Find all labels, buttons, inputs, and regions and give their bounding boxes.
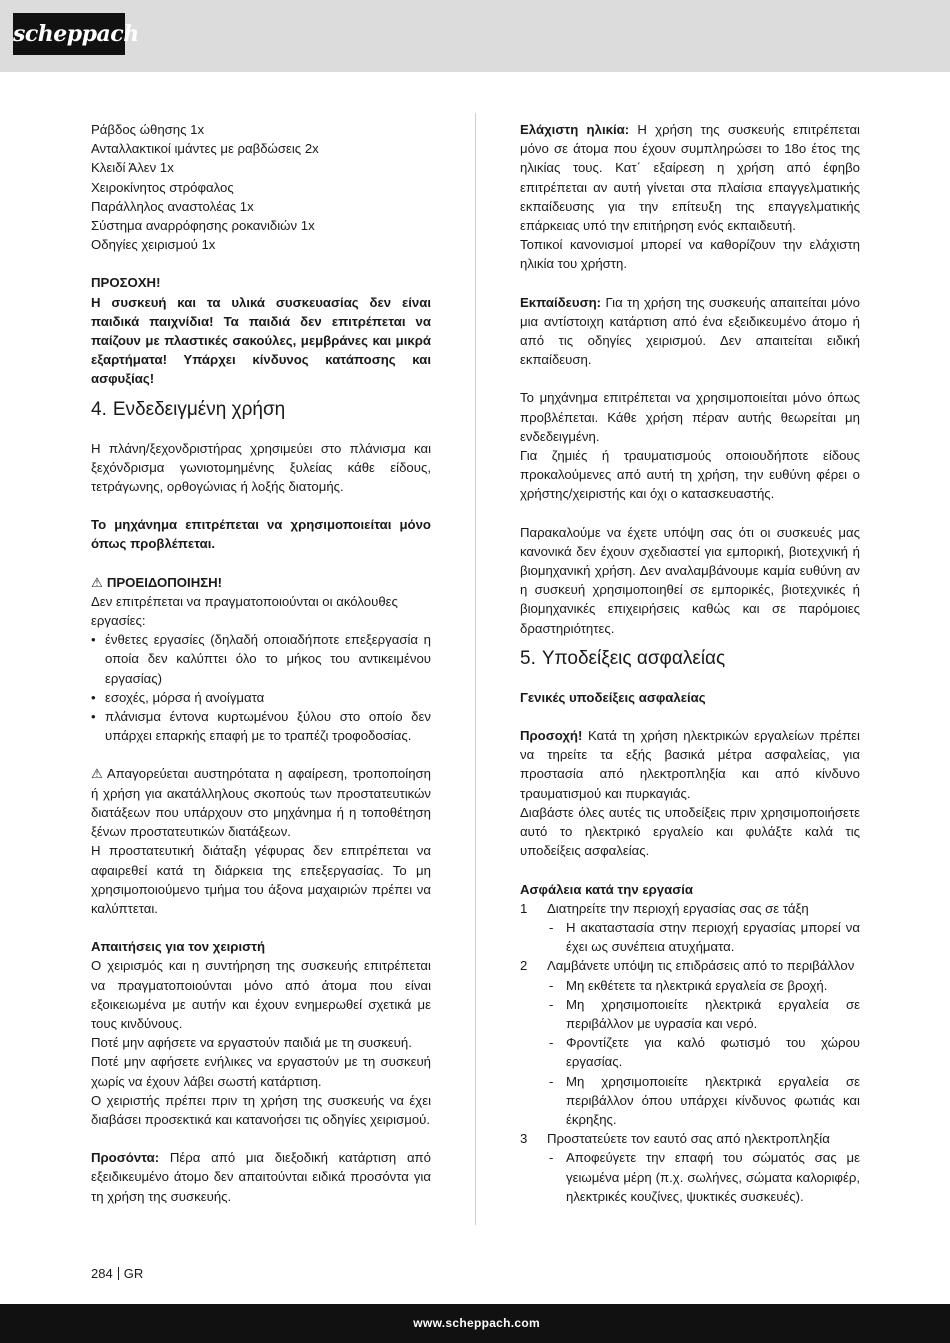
list-item: Ράβδος ώθησης 1x: [91, 122, 205, 137]
local-regulations-paragraph: Τοπικοί κανονισμοί μπορεί να καθορίζουν την ελάχιστη ηλικία του χρήστη.: [520, 237, 860, 272]
dash-item: - Μη χρησιμοποιείτε ηλεκτρικά εργαλεία σε περιβάλλον όπου υπάρχει κίνδυνος φωτιάς και έκρηξης.: [549, 1073, 860, 1127]
operator-paragraph: Ο χειρισμός και η συντήρηση της συσκευής επιτρέπεται να πραγματοποιούνται μόνο από άτομα που είναι εξοικειωμένα με αυτήν και έχουν ενημερωθεί σχετικά με τους κινδύνους.: [91, 958, 431, 1031]
dash-item: - Φροντίζετε για καλό φωτισμό του χώρου εργασίας.: [549, 1035, 860, 1070]
section-5-heading: 5. Υποδείξεις ασφαλείας: [520, 647, 726, 669]
training-paragraph: Εκπαίδευση: Για τη χρήση της συσκευής απαιτείται μόνο μια αντίστοιχη κατάρτιση από ένα εξειδικευμένο άτομο ή από τις οδηγίες χειρισμού. Δεν απαιτείται ειδική εκπαίδευση.: [520, 294, 860, 368]
list-item: Σύστημα αναρρόφησης ροκανιδιών 1x: [91, 218, 315, 234]
dash-item: - Μη χρησιμοποιείτε ηλεκτρικά εργαλεία σε περιβάλλον με υγρασία και νερό.: [549, 996, 860, 1031]
commercial-use-paragraph: Παρακαλούμε να έχετε υπόψη σας ότι οι συσκευές μας κανονικά δεν έχουν σχεδιαστεί για εμπορική, βιοτεχνική ή βιομηχανική χρήση. Δεν αναλαμβάνουμε καμία ευθύνη αν η συσκευή χρησιμοποιηθεί σε εμπορικές, βιοτεχνικές ή βιομηχανικές επιχειρήσεις καθώς και σε παρόμοιες δραστηριότητες.: [520, 524, 860, 636]
read-instructions-paragraph: Διαβάστε όλες αυτές τις υποδείξεις πριν χρησιμοποιήσετε αυτό το ηλεκτρικό εργαλείο και φυλάξτε καλά τις υποδείξεις ασφαλείας.: [520, 804, 860, 859]
list-item: Παράλληλος αναστολέας 1x: [91, 198, 254, 214]
minimum-age-paragraph: Ελάχιστη ηλικία: Η χρήση της συσκευής επιτρέπεται μόνο σε άτομα που έχουν συμπληρώσει το 18ο έτος της ηλικίας τους. Κατ΄ εξαίρεση η χρήση από έφηβο επιτρέπεται αν αυτή γίνεται στα πλαίσια επαγγελματικής εκπαίδευσης για την επίτευξη της επαγγελματικής επάρκειας υπό την επιτήρηση ενός εκπαιδευτή.: [520, 122, 860, 234]
use-paragraph: Για ζημιές ή τραυματισμούς οποιουδήποτε είδους προκαλούμενες από αυτή τη χρήση, την ευθύνη φέρει ο χρήστης/χειριστής και όχι ο κατασκευαστής.: [520, 448, 860, 502]
qualifications-paragraph: Προσόντα: Πέρα από μια διεξοδική κατάρτιση από εξειδικευμένο άτομο δεν απαιτούνται ειδικά προσόντα για τη χρήση της συσκευής.: [91, 1150, 431, 1204]
numbered-item: 3 Προστατεύετε τον εαυτό σας από ηλεκτροπληξία: [520, 1131, 830, 1147]
right-column: [520, 120, 860, 1206]
prohibit-paragraph: ⚠ Απαγορεύεται αυστηρότατα η αφαίρεση, τροποποίηση ή χρήση για ακατάλληλους σκοπούς των προστατευτικών διατάξεων που υπάρχουν στο μηχάνημα ή η τοποθέτηση ξένων προστατευτικών διατάξεων.: [91, 766, 431, 840]
page-number: 284 GR: [91, 1266, 144, 1281]
operator-paragraph: Ποτέ μην αφήσετε ενήλικες να εργαστούν με τη συσκευή χωρίς να έχουν λάβει σωστή κατάρτιση.: [91, 1054, 431, 1089]
warning-bullet: • εσοχές, μόρσα ή ανοίγματα: [91, 688, 431, 707]
section-4-heading: 4. Ενδεδειγμένη χρήση: [91, 398, 286, 420]
warning-icon: ⚠: [91, 766, 103, 782]
column-divider: [475, 113, 476, 1225]
scope-of-delivery-list: [91, 120, 431, 254]
warning-intro: Δεν επιτρέπεται να πραγματοποιούνται οι ακόλουθες εργασίες:: [91, 593, 398, 629]
dash-item: - Η ακαταστασία στην περιοχή εργασίας μπορεί να έχει ως συνέπεια ατυχήματα.: [549, 919, 860, 955]
warning-icon: ⚠: [91, 574, 103, 590]
caution-title: ΠΡΟΣΟΧΗ!: [91, 275, 161, 291]
intended-use-paragraph: Η πλάνη/ξεχονδριστήρας χρησιμεύει στο πλάνισμα και ξεχόνδρισμα γωνιοτομημένης ξυλείας κάθε είδους, τετράγωνης, ορθογώνιας ή λοξής διατομής.: [91, 440, 431, 495]
left-column: [91, 120, 431, 1206]
list-item: Ανταλλακτικοί ιμάντες με ραβδώσεις 2x: [91, 141, 319, 157]
dash-item: - Μη εκθέτετε τα ηλεκτρικά εργαλεία σε βροχή.: [549, 977, 828, 993]
page-header: [0, 0, 950, 72]
caution-text: Η συσκευή και τα υλικά συσκευασίας δεν είναι παιδικά παιχνίδια! Τα παιδιά δεν επιτρέπεται να παίζουν με πλαστικές σακούλες, μεμβράνες και μικρά εξαρτήματα! Υπάρχει κίνδυνος κατάποσης και ασφυξίας!: [91, 294, 431, 387]
dash-item: - Αποφεύγετε την επαφή του σώματός σας με γειωμένα μέρη (π.χ. σωλήνες, σώματα καλοριφέρ, ηλεκτρικές κουζίνες, ψυκτικές συσκευές).: [549, 1150, 860, 1204]
operator-paragraph: Ποτέ μην αφήσετε να εργαστούν παιδιά με τη συσκευή.: [91, 1035, 412, 1051]
use-paragraph: Το μηχάνημα επιτρέπεται να χρησιμοποιείται μόνο όπως προβλέπεται. Κάθε χρήση πέραν αυτής θεωρείται μη ενδεδειγμένη.: [520, 390, 860, 444]
operator-requirements-title: Απαιτήσεις για τον χειριστή: [91, 939, 266, 955]
numbered-item: 1 Διατηρείτε την περιοχή εργασίας σας σε τάξη: [520, 900, 809, 916]
list-item: Χειροκίνητος στρόφαλος: [91, 179, 234, 195]
website-link[interactable]: www.scheppach.com: [413, 1316, 540, 1330]
bridge-guard-paragraph: Η προστατευτική διάταξη γέφυρας δεν επιτρέπεται να αφαιρεθεί κατά τη διάρκεια της επεξεργασίας. Το μη χρησιμοποιούμενο τμήμα του άξονα μαχαιριών πρέπει να καλύπτεται.: [91, 843, 431, 916]
scheppach-logo: scheppach: [13, 13, 125, 55]
warning-bullet: • πλάνισμα έντονα κυρτωμένου ξύλου στο οποίο δεν υπάρχει επαρκής επαφή με το τραπέζι τροφοδοσίας.: [91, 707, 431, 745]
attention-paragraph: Προσοχή! Κατά τη χρήση ηλεκτρικών εργαλείων πρέπει να τηρείτε τα εξής βασικά μέτρα ασφαλείας, για προστασία από ηλεκτροπληξία και από κίνδυνο τραυματισμού και πυρκαγιάς.: [520, 728, 860, 801]
warning-title: ⚠ ΠΡΟΕΙΔΟΠΟΙΗΣΗ!: [91, 573, 431, 592]
operator-paragraph: Ο χειριστής πρέπει πριν τη χρήση της συσκευής να έχει διαβάσει προσεκτικά και κατανοήσει τις οδηγίες χειρισμού.: [91, 1092, 431, 1127]
list-item: Κλειδί Άλεν 1x: [91, 160, 174, 176]
page-footer: [0, 1304, 950, 1343]
work-safety-title: Ασφάλεια κατά την εργασία: [520, 881, 694, 897]
general-safety-title: Γενικές υποδείξεις ασφαλείας: [520, 689, 706, 705]
list-item: Οδηγίες χειρισμού 1x: [91, 237, 216, 253]
warning-bullet: • ένθετες εργασίες (δηλαδή οποιαδήποτε επεξεργασία η οποία δεν καλύπτει όλο το μήκος του αντικειμένου εργασίας): [91, 630, 431, 688]
intended-use-bold: Το μηχάνημα επιτρέπεται να χρησιμοποιείται μόνο όπως προβλέπεται.: [91, 517, 431, 552]
numbered-item: 2 Λαμβάνετε υπόψη τις επιδράσεις από το περιβάλλον: [520, 958, 855, 974]
